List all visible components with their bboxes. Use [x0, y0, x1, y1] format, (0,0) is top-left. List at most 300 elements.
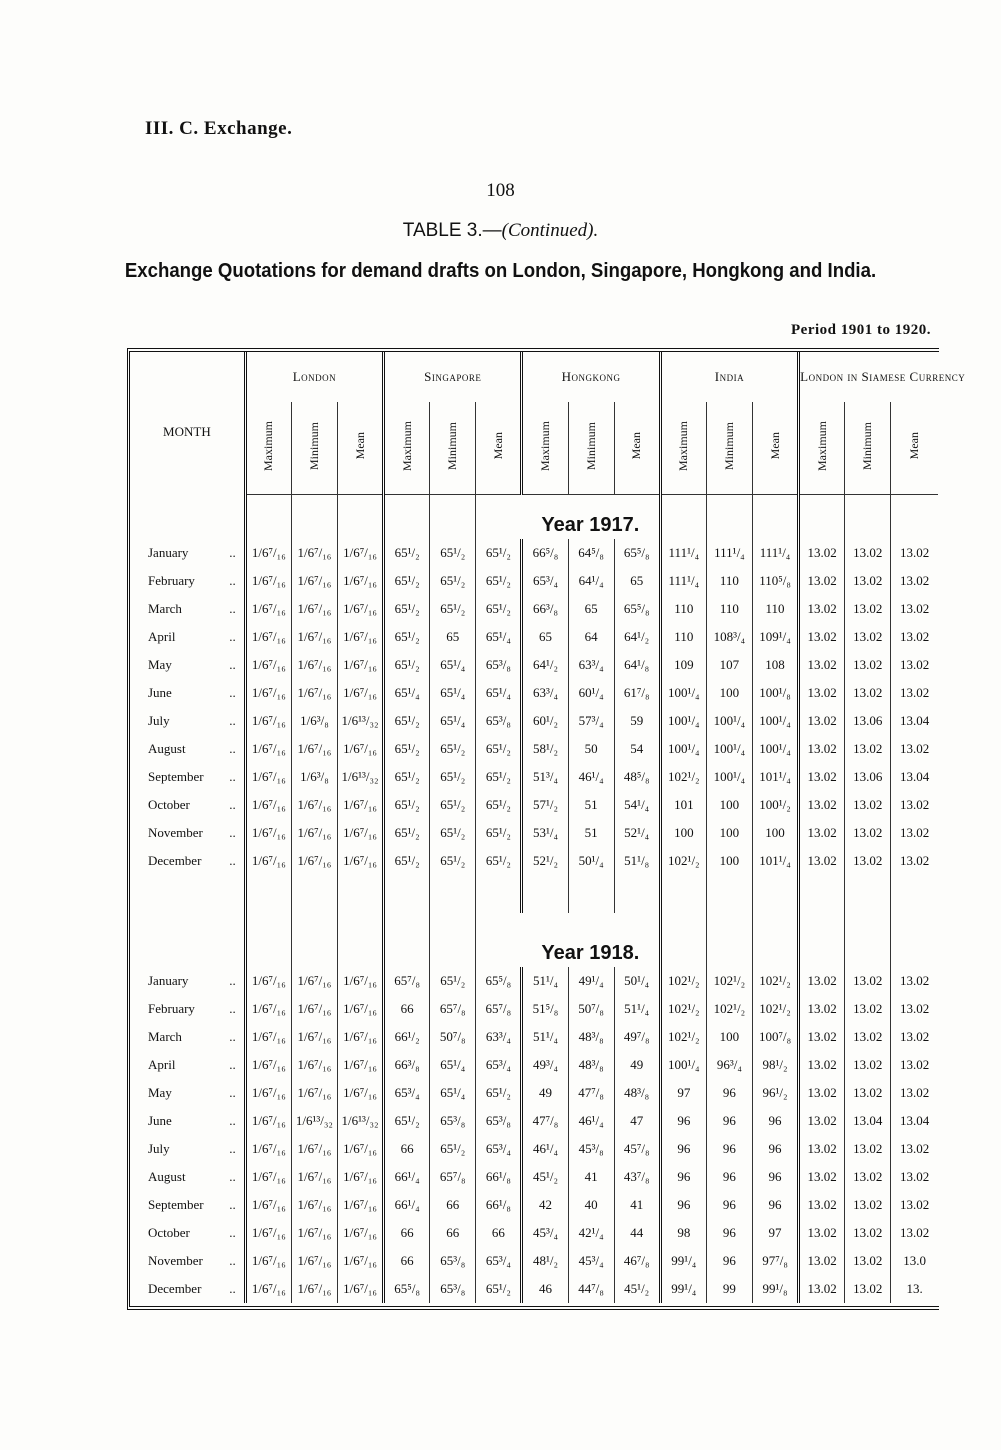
- value-cell: 44⁷/₈: [568, 1275, 614, 1303]
- value-cell: 65⁵/₈: [614, 595, 660, 623]
- leader-dots: ..: [229, 973, 236, 988]
- leader-dots: ..: [229, 629, 236, 644]
- value-cell: 102¹/₂: [660, 763, 706, 791]
- month-label: June: [148, 685, 172, 700]
- value-cell: 1/6⁷/₁₆: [245, 763, 291, 791]
- value-cell: 13.02: [891, 847, 938, 875]
- value-cell: 13.02: [845, 623, 891, 651]
- value-cell: 1/6⁷/₁₆: [291, 791, 337, 819]
- value-cell: 65¹/₂: [476, 819, 522, 847]
- value-cell: 13.02: [891, 1219, 938, 1247]
- value-cell: 66¹/₂: [384, 1023, 430, 1051]
- value-cell: 1/6⁷/₁₆: [337, 1163, 383, 1191]
- value-cell: 51: [568, 791, 614, 819]
- subheader-hongkong-minimum: [568, 402, 614, 495]
- value-cell: 1/6⁷/₁₆: [245, 819, 291, 847]
- value-cell: 110⁵/₈: [752, 567, 798, 595]
- value-cell: 65⁷/₈: [384, 967, 430, 995]
- value-cell: 48³/₈: [568, 1051, 614, 1079]
- value-cell: 1/6⁷/₁₆: [337, 595, 383, 623]
- month-label: August: [148, 1169, 186, 1184]
- value-cell: 1/6⁷/₁₆: [245, 1219, 291, 1247]
- value-cell: 96: [706, 1219, 752, 1247]
- leader-dots: ..: [229, 573, 236, 588]
- value-cell: 96: [706, 1163, 752, 1191]
- month-cell: [130, 1135, 245, 1163]
- value-cell: 13.02: [799, 763, 845, 791]
- value-cell: 109: [660, 651, 706, 679]
- month-cell: [130, 1079, 245, 1107]
- value-cell: 1/6⁷/₁₆: [291, 1135, 337, 1163]
- month-label: July: [148, 713, 170, 728]
- value-cell: 1/6⁷/₁₆: [245, 651, 291, 679]
- value-cell: 111¹/₄: [706, 539, 752, 567]
- subheader-london-siamese-mean: [891, 402, 938, 495]
- value-cell: 65³/₄: [384, 1079, 430, 1107]
- value-cell: 66⁵/₈: [522, 539, 568, 567]
- value-cell: 66: [430, 1191, 476, 1219]
- value-cell: 13.02: [845, 1079, 891, 1107]
- table-row: [130, 1079, 938, 1107]
- month-label: March: [148, 1029, 182, 1044]
- value-cell: 65¹/₂: [476, 847, 522, 875]
- subheader-label: Maximum: [399, 421, 414, 471]
- value-cell: 63³/₄: [522, 679, 568, 707]
- group-header-india: India: [660, 352, 798, 402]
- value-cell: 1/6⁷/₁₆: [337, 1191, 383, 1219]
- value-cell: 13.02: [845, 995, 891, 1023]
- leader-dots: ..: [229, 1169, 236, 1184]
- exchange-quotations-table: [130, 352, 966, 1303]
- leader-dots: ..: [229, 1281, 236, 1296]
- group-header-singapore: Singapore: [384, 352, 522, 402]
- value-cell: 1/6⁷/₁₆: [291, 1023, 337, 1051]
- leader-dots: ..: [229, 713, 236, 728]
- value-cell: 96: [706, 1247, 752, 1275]
- value-cell: 100¹/₄: [752, 735, 798, 763]
- table-row: [130, 735, 938, 763]
- subheader-london-siamese-maximum: [799, 402, 845, 495]
- value-cell: 65¹/₂: [476, 1275, 522, 1303]
- month-cell: [130, 1107, 245, 1135]
- value-cell: 58¹/₂: [522, 735, 568, 763]
- value-cell: 65³/₈: [430, 1275, 476, 1303]
- value-cell: 99¹/₄: [660, 1275, 706, 1303]
- value-cell: 65¹/₂: [476, 1079, 522, 1107]
- value-cell: 101¹/₄: [752, 847, 798, 875]
- table-row: [130, 995, 938, 1023]
- value-cell: 102¹/₂: [752, 967, 798, 995]
- value-cell: 13.02: [891, 791, 938, 819]
- value-cell: 100⁷/₈: [752, 1023, 798, 1051]
- value-cell: 13.04: [845, 1107, 891, 1135]
- subheader-label: Maximum: [676, 421, 691, 471]
- subheader-label: Maximum: [537, 421, 552, 471]
- value-cell: 107: [706, 651, 752, 679]
- value-cell: 65¹/₂: [430, 819, 476, 847]
- month-label: October: [148, 1225, 190, 1240]
- value-cell: 13.: [891, 1275, 938, 1303]
- value-cell: 1/6⁷/₁₆: [245, 1023, 291, 1051]
- value-cell: 110: [660, 623, 706, 651]
- value-cell: 66¹/₄: [384, 1163, 430, 1191]
- value-cell: 66: [384, 1135, 430, 1163]
- table-row: [130, 1219, 938, 1247]
- value-cell: 110: [752, 595, 798, 623]
- value-cell: 102¹/₂: [706, 967, 752, 995]
- value-cell: 1/6⁷/₁₆: [245, 1163, 291, 1191]
- value-cell: 46¹/₄: [568, 1107, 614, 1135]
- table-row: [130, 1023, 938, 1051]
- value-cell: 65¹/₂: [476, 791, 522, 819]
- value-cell: 65¹/₂: [384, 819, 430, 847]
- table-row: [130, 1163, 938, 1191]
- value-cell: 60¹/₄: [568, 679, 614, 707]
- value-cell: 1/6⁷/₁₆: [337, 1275, 383, 1303]
- value-cell: 13.02: [891, 1191, 938, 1219]
- value-cell: 1/6⁷/₁₆: [337, 623, 383, 651]
- month-label: January: [148, 973, 189, 988]
- value-cell: 13.02: [799, 791, 845, 819]
- value-cell: 13.02: [845, 651, 891, 679]
- value-cell: 13.02: [799, 595, 845, 623]
- table-body: [130, 495, 938, 1304]
- value-cell: 13.02: [845, 1191, 891, 1219]
- value-cell: 97: [660, 1079, 706, 1107]
- month-cell: [130, 967, 245, 995]
- value-cell: 1/6⁷/₁₆: [291, 1051, 337, 1079]
- value-cell: 1/6⁷/₁₆: [337, 1219, 383, 1247]
- value-cell: 100¹/₈: [752, 679, 798, 707]
- month-label: July: [148, 1141, 170, 1156]
- table-row: [130, 623, 938, 651]
- value-cell: 60¹/₂: [522, 707, 568, 735]
- value-cell: 1/6⁷/₁₆: [291, 567, 337, 595]
- value-cell: 51: [568, 819, 614, 847]
- value-cell: 97⁷/₈: [752, 1247, 798, 1275]
- value-cell: 1/6⁷/₁₆: [291, 1163, 337, 1191]
- value-cell: 65¹/₄: [430, 651, 476, 679]
- value-cell: 65¹/₂: [384, 735, 430, 763]
- value-cell: 13.02: [845, 735, 891, 763]
- value-cell: 13.06: [845, 763, 891, 791]
- month-cell: [130, 567, 245, 595]
- value-cell: 61⁷/₈: [614, 679, 660, 707]
- value-cell: 48⁵/₈: [614, 763, 660, 791]
- value-cell: 65³/₄: [476, 1051, 522, 1079]
- value-cell: 108³/₄: [706, 623, 752, 651]
- value-cell: 1/6⁷/₁₆: [337, 1023, 383, 1051]
- value-cell: 46: [522, 1275, 568, 1303]
- value-cell: 100: [706, 791, 752, 819]
- month-label: February: [148, 573, 195, 588]
- value-cell: 1/6⁷/₁₆: [337, 967, 383, 995]
- value-cell: 45³/₄: [522, 1219, 568, 1247]
- value-cell: 65¹/₄: [430, 1051, 476, 1079]
- month-cell: [130, 623, 245, 651]
- value-cell: 100: [706, 679, 752, 707]
- month-label: June: [148, 1113, 172, 1128]
- subheader-label: Minimum: [860, 421, 875, 470]
- value-cell: 100: [706, 847, 752, 875]
- value-cell: 102¹/₂: [660, 847, 706, 875]
- value-cell: 110: [660, 595, 706, 623]
- value-cell: 51¹/₄: [522, 1023, 568, 1051]
- table-row: [130, 539, 938, 567]
- value-cell: 102¹/₂: [752, 995, 798, 1023]
- value-cell: 1/6⁷/₁₆: [245, 1191, 291, 1219]
- value-cell: 100¹/₂: [752, 791, 798, 819]
- value-cell: 13.02: [799, 819, 845, 847]
- table-caption: [0, 220, 1001, 242]
- value-cell: 13.02: [845, 567, 891, 595]
- value-cell: 13.02: [845, 967, 891, 995]
- value-cell: 65¹/₄: [430, 679, 476, 707]
- leader-dots: ..: [229, 1001, 236, 1016]
- month-cell: [130, 707, 245, 735]
- value-cell: 1/6⁷/₁₆: [245, 847, 291, 875]
- month-header: MONTH: [163, 424, 211, 439]
- value-cell: 54¹/₄: [614, 791, 660, 819]
- value-cell: 13.02: [891, 1135, 938, 1163]
- value-cell: 1/6⁷/₁₆: [245, 1079, 291, 1107]
- value-cell: 13.02: [799, 1219, 845, 1247]
- value-cell: 65¹/₂: [430, 847, 476, 875]
- month-cell: [130, 1275, 245, 1303]
- month-label: May: [148, 657, 172, 672]
- value-cell: 100: [706, 819, 752, 847]
- value-cell: 96: [660, 1107, 706, 1135]
- value-cell: 64: [568, 623, 614, 651]
- value-cell: 1/6⁷/₁₆: [291, 1219, 337, 1247]
- year-label: Year 1918.: [541, 942, 640, 964]
- value-cell: 65¹/₂: [476, 567, 522, 595]
- value-cell: 50¹/₄: [568, 847, 614, 875]
- value-cell: 65¹/₄: [430, 707, 476, 735]
- value-cell: 66¹/₈: [476, 1191, 522, 1219]
- month-cell: [130, 791, 245, 819]
- value-cell: 1/6⁷/₁₆: [291, 679, 337, 707]
- value-cell: 100¹/₄: [706, 763, 752, 791]
- value-cell: 1/6⁷/₁₆: [291, 847, 337, 875]
- value-cell: 65: [614, 567, 660, 595]
- spacer-row: [130, 875, 938, 913]
- value-cell: 100: [706, 1023, 752, 1051]
- value-cell: 65¹/₂: [384, 539, 430, 567]
- value-cell: 13.02: [845, 539, 891, 567]
- value-cell: 13.02: [799, 995, 845, 1023]
- value-cell: 41: [568, 1163, 614, 1191]
- value-cell: 50⁷/₈: [568, 995, 614, 1023]
- value-cell: 108: [752, 651, 798, 679]
- month-label: February: [148, 1001, 195, 1016]
- value-cell: 1/6⁷/₁₆: [245, 1107, 291, 1135]
- table-label: TABLE 3.—: [402, 220, 502, 241]
- value-cell: 65¹/₂: [384, 1107, 430, 1135]
- value-cell: 65¹/₂: [384, 707, 430, 735]
- subheader-label: Mean: [629, 432, 644, 460]
- value-cell: 1/6⁷/₁₆: [245, 967, 291, 995]
- value-cell: 13.02: [891, 735, 938, 763]
- value-cell: 1/6¹³/₃₂: [337, 707, 383, 735]
- value-cell: 45³/₄: [568, 1247, 614, 1275]
- value-cell: 13.04: [891, 763, 938, 791]
- value-cell: 54: [614, 735, 660, 763]
- value-cell: 48³/₈: [614, 1079, 660, 1107]
- value-cell: 1/6⁷/₁₆: [337, 735, 383, 763]
- value-cell: 65¹/₂: [430, 735, 476, 763]
- value-cell: 45¹/₂: [614, 1275, 660, 1303]
- value-cell: 65⁷/₈: [430, 995, 476, 1023]
- period-label: Period 1901 to 1920.: [791, 322, 931, 338]
- value-cell: 65⁷/₈: [430, 1163, 476, 1191]
- value-cell: 65: [568, 595, 614, 623]
- value-cell: 13.02: [845, 1135, 891, 1163]
- value-cell: 1/6¹³/₃₂: [337, 763, 383, 791]
- value-cell: 96: [660, 1135, 706, 1163]
- value-cell: 13.02: [799, 1247, 845, 1275]
- subheader-london-mean: [337, 402, 383, 495]
- value-cell: 43⁷/₈: [614, 1163, 660, 1191]
- value-cell: 13.02: [799, 1107, 845, 1135]
- subheader-label: Maximum: [814, 421, 829, 471]
- page-number: 108: [486, 180, 515, 201]
- group-header-hongkong: Hongkong: [522, 352, 660, 402]
- value-cell: 1/6⁷/₁₆: [245, 735, 291, 763]
- month-cell: [130, 995, 245, 1023]
- value-cell: 65¹/₄: [430, 1079, 476, 1107]
- value-cell: 100: [752, 819, 798, 847]
- leader-dots: ..: [229, 1085, 236, 1100]
- subheader-london-maximum: [245, 402, 291, 495]
- value-cell: 1/6⁷/₁₆: [291, 995, 337, 1023]
- year-row: [130, 913, 938, 967]
- value-cell: 65¹/₂: [476, 763, 522, 791]
- value-cell: 64¹/₂: [522, 651, 568, 679]
- table-row: [130, 1107, 938, 1135]
- value-cell: 102¹/₂: [706, 995, 752, 1023]
- value-cell: 66: [384, 1247, 430, 1275]
- month-label: April: [148, 629, 176, 644]
- value-cell: 1/6⁷/₁₆: [337, 567, 383, 595]
- value-cell: 66³/₈: [384, 1051, 430, 1079]
- leader-dots: ..: [229, 1057, 236, 1072]
- value-cell: 1/6⁷/₁₆: [245, 1051, 291, 1079]
- table-label-continued: (Continued).: [501, 220, 599, 241]
- value-cell: 1/6⁷/₁₆: [245, 707, 291, 735]
- value-cell: 1/6⁷/₁₆: [337, 1247, 383, 1275]
- subheader-label: Mean: [907, 432, 922, 460]
- value-cell: 1/6¹³/₃₂: [337, 1107, 383, 1135]
- table-row: [130, 763, 938, 791]
- leader-dots: ..: [229, 601, 236, 616]
- value-cell: 64¹/₄: [568, 567, 614, 595]
- value-cell: 110: [706, 567, 752, 595]
- value-cell: 49: [614, 1051, 660, 1079]
- value-cell: 13.02: [891, 819, 938, 847]
- value-cell: 65¹/₂: [384, 623, 430, 651]
- value-cell: 13.02: [845, 1051, 891, 1079]
- value-cell: 1/6⁷/₁₆: [337, 651, 383, 679]
- subheader-india-maximum: [660, 402, 706, 495]
- month-cell: [130, 819, 245, 847]
- value-cell: 96¹/₂: [752, 1079, 798, 1107]
- month-cell: [130, 679, 245, 707]
- value-cell: 65¹/₂: [384, 567, 430, 595]
- value-cell: 66: [476, 1219, 522, 1247]
- value-cell: 101¹/₄: [752, 763, 798, 791]
- table-row: [130, 1051, 938, 1079]
- value-cell: 64⁵/₈: [568, 539, 614, 567]
- value-cell: 41: [614, 1191, 660, 1219]
- value-cell: 13.02: [799, 651, 845, 679]
- subheader-label: Mean: [767, 432, 782, 460]
- subheader-singapore-minimum: [430, 402, 476, 495]
- value-cell: 65¹/₂: [430, 567, 476, 595]
- value-cell: 1/6⁷/₁₆: [337, 1135, 383, 1163]
- value-cell: 1/6⁷/₁₆: [291, 1079, 337, 1107]
- value-cell: 65³/₄: [476, 1247, 522, 1275]
- value-cell: 1/6³/₈: [291, 707, 337, 735]
- value-cell: 65³/₄: [522, 567, 568, 595]
- value-cell: 65¹/₂: [384, 651, 430, 679]
- value-cell: 96: [752, 1107, 798, 1135]
- value-cell: 65: [430, 623, 476, 651]
- month-label: December: [148, 1281, 202, 1296]
- value-cell: 13.02: [845, 1219, 891, 1247]
- value-cell: 65⁷/₈: [476, 995, 522, 1023]
- value-cell: 46⁷/₈: [614, 1247, 660, 1275]
- leader-dots: ..: [229, 1225, 236, 1240]
- leader-dots: ..: [229, 853, 236, 868]
- month-label: April: [148, 1057, 176, 1072]
- subheader-label: Minimum: [583, 421, 598, 470]
- value-cell: 65¹/₂: [476, 539, 522, 567]
- value-cell: 96: [660, 1163, 706, 1191]
- value-cell: 65¹/₂: [430, 791, 476, 819]
- section-heading: III. C. Exchange.: [145, 118, 293, 139]
- value-cell: 46¹/₄: [522, 1135, 568, 1163]
- value-cell: 13.02: [799, 679, 845, 707]
- month-cell: [130, 1023, 245, 1051]
- month-label: September: [148, 1197, 204, 1212]
- value-cell: 100¹/₄: [660, 707, 706, 735]
- value-cell: 44: [614, 1219, 660, 1247]
- value-cell: 13.02: [891, 539, 938, 567]
- value-cell: 49¹/₄: [568, 967, 614, 995]
- value-cell: 1/6⁷/₁₆: [245, 995, 291, 1023]
- month-cell: [130, 1163, 245, 1191]
- value-cell: 96: [752, 1191, 798, 1219]
- value-cell: 13.04: [891, 707, 938, 735]
- subheader-label: Maximum: [261, 421, 276, 471]
- value-cell: 52¹/₄: [614, 819, 660, 847]
- value-cell: 100¹/₄: [706, 735, 752, 763]
- value-cell: 13.02: [845, 1023, 891, 1051]
- value-cell: 45⁷/₈: [614, 1135, 660, 1163]
- value-cell: 51¹/₄: [614, 995, 660, 1023]
- subheader-hongkong-mean: [614, 402, 660, 495]
- value-cell: 1/6⁷/₁₆: [245, 539, 291, 567]
- table-row: [130, 847, 938, 875]
- month-label: August: [148, 741, 186, 756]
- value-cell: 65¹/₂: [476, 735, 522, 763]
- value-cell: 1/6⁷/₁₆: [337, 847, 383, 875]
- value-cell: 65: [522, 623, 568, 651]
- main-title: Exchange Quotations for demand drafts on London, Singapore, Hongkong and India.: [124, 260, 877, 282]
- table-row: [130, 1275, 938, 1303]
- value-cell: 13.02: [891, 567, 938, 595]
